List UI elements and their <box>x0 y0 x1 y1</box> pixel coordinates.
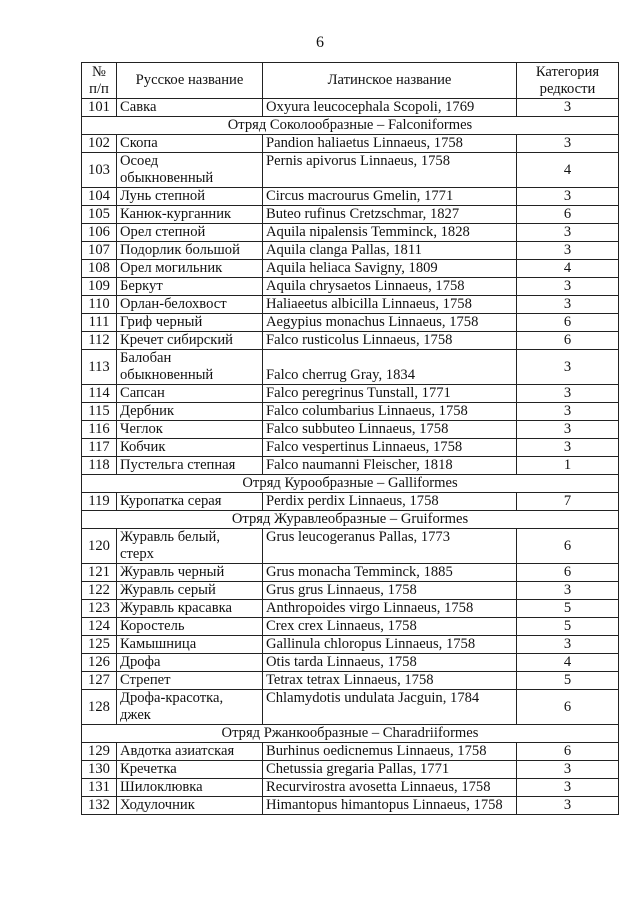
latin-name: Aquila nipalensis Temminck, 1828 <box>263 224 517 242</box>
latin-name: Falco naumanni Fleischer, 1818 <box>263 457 517 475</box>
species-row <box>82 582 619 600</box>
russian-name: Куропатка серая <box>120 493 222 509</box>
species-number: 130 <box>82 761 117 779</box>
species-number: 121 <box>82 564 117 582</box>
rarity-category: 1 <box>517 457 619 475</box>
species-number: 113 <box>82 350 117 385</box>
species-number: 111 <box>82 314 117 332</box>
russian-name: Камышница <box>120 636 197 652</box>
species-row <box>82 296 619 314</box>
rarity-category: 3 <box>517 779 619 797</box>
latin-name: Grus monacha Temminck, 1885 <box>263 564 517 582</box>
rarity-category: 3 <box>517 421 619 439</box>
russian-name: Журавль белый, <box>120 529 220 545</box>
latin-name: Chlamydotis undulata Jacguin, 1784 <box>263 690 517 725</box>
russian-name-cell <box>117 457 263 475</box>
species-number: 103 <box>82 153 117 188</box>
header-row <box>82 63 619 99</box>
latin-name: Burhinus oedicnemus Linnaeus, 1758 <box>263 743 517 761</box>
rarity-category: 3 <box>517 242 619 260</box>
species-number: 102 <box>82 135 117 153</box>
order-title: Отряд Ржанкообразные – Charadriiformes <box>82 725 619 743</box>
species-number: 106 <box>82 224 117 242</box>
russian-name-cell <box>117 421 263 439</box>
russian-name-cell <box>117 153 263 188</box>
header-category-line1: Категория <box>535 63 600 80</box>
latin-name: Anthropoides virgo Linnaeus, 1758 <box>263 600 517 618</box>
species-row <box>82 278 619 296</box>
species-row <box>82 564 619 582</box>
russian-name-cell <box>117 135 263 153</box>
rarity-category: 3 <box>517 582 619 600</box>
species-number: 114 <box>82 385 117 403</box>
species-number: 112 <box>82 332 117 350</box>
species-number: 128 <box>82 690 117 725</box>
rarity-category: 3 <box>517 188 619 206</box>
russian-name: Савка <box>120 99 157 115</box>
species-number: 131 <box>82 779 117 797</box>
latin-name: Crex crex Linnaeus, 1758 <box>263 618 517 636</box>
header-rarity-category <box>517 63 619 99</box>
russian-name: Кречетка <box>120 761 177 777</box>
species-row <box>82 690 619 725</box>
rarity-category: 3 <box>517 403 619 421</box>
rarity-category: 4 <box>517 153 619 188</box>
russian-name-cell <box>117 206 263 224</box>
species-row <box>82 439 619 457</box>
order-row <box>82 725 619 743</box>
russian-name-cell <box>117 260 263 278</box>
latin-name: Buteo rufinus Cretzschmar, 1827 <box>263 206 517 224</box>
species-row <box>82 135 619 153</box>
russian-name-cell <box>117 761 263 779</box>
species-number: 107 <box>82 242 117 260</box>
rarity-category: 3 <box>517 296 619 314</box>
table-body <box>82 99 619 815</box>
russian-name: Дрофа-красотка, <box>120 690 224 706</box>
rarity-category: 6 <box>517 564 619 582</box>
russian-name-cell <box>117 600 263 618</box>
rarity-category: 6 <box>517 206 619 224</box>
russian-name-cell <box>117 582 263 600</box>
russian-name: Скопа <box>120 135 158 151</box>
latin-name: Circus macrourus Gmelin, 1771 <box>263 188 517 206</box>
russian-name: Журавль красавка <box>120 600 232 616</box>
species-row <box>82 332 619 350</box>
species-row <box>82 421 619 439</box>
rarity-category: 6 <box>517 690 619 725</box>
header-number-line2: п/п <box>89 80 109 97</box>
russian-name: Сапсан <box>120 385 165 401</box>
species-row <box>82 600 619 618</box>
latin-name: Aegypius monachus Linnaeus, 1758 <box>263 314 517 332</box>
species-row <box>82 188 619 206</box>
russian-name: Дрофа <box>120 654 161 670</box>
russian-name-cell <box>117 403 263 421</box>
species-row <box>82 761 619 779</box>
russian-name-cell <box>117 797 263 815</box>
species-number: 127 <box>82 672 117 690</box>
russian-name: Авдотка азиатская <box>120 743 235 759</box>
russian-name-cell <box>117 332 263 350</box>
latin-name: Grus grus Linnaeus, 1758 <box>263 582 517 600</box>
russian-name-cell <box>117 439 263 457</box>
rarity-category: 6 <box>517 529 619 564</box>
species-row <box>82 314 619 332</box>
species-number: 123 <box>82 600 117 618</box>
species-row <box>82 457 619 475</box>
latin-name: Haliaeetus albicilla Linnaeus, 1758 <box>263 296 517 314</box>
species-row <box>82 242 619 260</box>
russian-name: Пустельга степная <box>120 457 236 473</box>
latin-name: Aquila heliaca Savigny, 1809 <box>263 260 517 278</box>
latin-name: Himantopus himantopus Linnaeus, 1758 <box>263 797 517 815</box>
species-number: 126 <box>82 654 117 672</box>
rarity-category: 7 <box>517 493 619 511</box>
species-number: 109 <box>82 278 117 296</box>
russian-name: Канюк-курганник <box>120 206 232 222</box>
russian-name: Орел степной <box>120 224 206 240</box>
species-number: 124 <box>82 618 117 636</box>
russian-name: обыкновенный <box>120 367 214 383</box>
latin-name: Falco rusticolus Linnaeus, 1758 <box>263 332 517 350</box>
russian-name-cell <box>117 188 263 206</box>
russian-name-cell <box>117 779 263 797</box>
rarity-category: 3 <box>517 278 619 296</box>
species-number: 129 <box>82 743 117 761</box>
species-number: 104 <box>82 188 117 206</box>
latin-name: Falco subbuteo Linnaeus, 1758 <box>263 421 517 439</box>
latin-name: Falco vespertinus Linnaeus, 1758 <box>263 439 517 457</box>
rarity-category: 3 <box>517 761 619 779</box>
species-row <box>82 618 619 636</box>
russian-name: Кречет сибирский <box>120 332 233 348</box>
russian-name-cell <box>117 350 263 385</box>
russian-name-cell <box>117 654 263 672</box>
rarity-category: 6 <box>517 314 619 332</box>
russian-name: Балобан <box>120 350 172 366</box>
russian-name-cell <box>117 690 263 725</box>
species-table <box>81 62 619 815</box>
russian-name: Ходулочник <box>120 797 195 813</box>
russian-name-cell <box>117 242 263 260</box>
russian-name: Орел могильник <box>120 260 223 276</box>
latin-name: Chetussia gregaria Pallas, 1771 <box>263 761 517 779</box>
header-category-line2: редкости <box>539 80 596 97</box>
latin-name: Pandion haliaetus Linnaeus, 1758 <box>263 135 517 153</box>
russian-name: Гриф черный <box>120 314 203 330</box>
russian-name-cell <box>117 636 263 654</box>
rarity-category: 3 <box>517 99 619 117</box>
species-number: 105 <box>82 206 117 224</box>
order-row <box>82 511 619 529</box>
latin-name: Gallinula chloropus Linnaeus, 1758 <box>263 636 517 654</box>
latin-name: Otis tarda Linnaeus, 1758 <box>263 654 517 672</box>
rarity-category: 3 <box>517 135 619 153</box>
order-title: Отряд Журавлеобразные – Gruiformes <box>82 511 619 529</box>
species-number: 117 <box>82 439 117 457</box>
latin-name: Grus leucogeranus Pallas, 1773 <box>263 529 517 564</box>
header-russian-name: Русское название <box>117 63 263 99</box>
latin-name: Pernis apivorus Linnaeus, 1758 <box>263 153 517 188</box>
russian-name-cell <box>117 278 263 296</box>
russian-name-cell <box>117 493 263 511</box>
rarity-category: 5 <box>517 600 619 618</box>
page-number: 6 <box>316 34 324 51</box>
russian-name-cell <box>117 564 263 582</box>
order-title: Отряд Курообразные – Galliformes <box>82 475 619 493</box>
rarity-category: 5 <box>517 672 619 690</box>
russian-name-cell <box>117 314 263 332</box>
latin-name: Perdix perdix Linnaeus, 1758 <box>263 493 517 511</box>
russian-name: Подорлик большой <box>120 242 240 258</box>
species-number: 108 <box>82 260 117 278</box>
russian-name: Коростель <box>120 618 185 634</box>
latin-name: Falco columbarius Linnaeus, 1758 <box>263 403 517 421</box>
russian-name: Орлан-белохвост <box>120 296 227 312</box>
latin-name: Aquila chrysaetos Linnaeus, 1758 <box>263 278 517 296</box>
russian-name: Журавль черный <box>120 564 225 580</box>
rarity-category: 3 <box>517 385 619 403</box>
rarity-category: 6 <box>517 332 619 350</box>
order-row <box>82 475 619 493</box>
latin-name: Falco peregrinus Tunstall, 1771 <box>263 385 517 403</box>
russian-name-cell <box>117 99 263 117</box>
header-number-line1: № <box>92 63 106 80</box>
latin-name: Recurvirostra avosetta Linnaeus, 1758 <box>263 779 517 797</box>
russian-name: Беркут <box>120 278 163 294</box>
russian-name-cell <box>117 224 263 242</box>
species-row <box>82 99 619 117</box>
order-title: Отряд Соколообразные – Falconiformes <box>82 117 619 135</box>
species-number: 115 <box>82 403 117 421</box>
species-number: 116 <box>82 421 117 439</box>
order-row <box>82 117 619 135</box>
russian-name: Стрепет <box>120 672 171 688</box>
latin-name: Tetrax tetrax Linnaeus, 1758 <box>263 672 517 690</box>
species-number: 132 <box>82 797 117 815</box>
species-number: 122 <box>82 582 117 600</box>
rarity-category: 3 <box>517 224 619 242</box>
species-row <box>82 654 619 672</box>
header-latin-name: Латинское название <box>263 63 517 99</box>
rarity-category: 3 <box>517 350 619 385</box>
species-number: 125 <box>82 636 117 654</box>
species-row <box>82 153 619 188</box>
russian-name: джек <box>120 707 151 723</box>
russian-name: Кобчик <box>120 439 166 455</box>
russian-name-cell <box>117 743 263 761</box>
russian-name: Лунь степной <box>120 188 206 204</box>
latin-name: Aquila clanga Pallas, 1811 <box>263 242 517 260</box>
species-row <box>82 779 619 797</box>
species-row <box>82 797 619 815</box>
species-number: 101 <box>82 99 117 117</box>
rarity-category: 3 <box>517 439 619 457</box>
species-row <box>82 672 619 690</box>
russian-name: Дербник <box>120 403 175 419</box>
rarity-category: 4 <box>517 654 619 672</box>
species-number: 120 <box>82 529 117 564</box>
species-row <box>82 743 619 761</box>
latin-name: Oxyura leucocephala Scopoli, 1769 <box>263 99 517 117</box>
russian-name-cell <box>117 296 263 314</box>
rarity-category: 3 <box>517 636 619 654</box>
russian-name-cell <box>117 618 263 636</box>
species-row <box>82 493 619 511</box>
rarity-category: 4 <box>517 260 619 278</box>
russian-name-cell <box>117 385 263 403</box>
header-number <box>82 63 117 99</box>
russian-name: Шилоклювка <box>120 779 203 795</box>
species-row <box>82 260 619 278</box>
species-row <box>82 385 619 403</box>
rarity-category: 3 <box>517 797 619 815</box>
species-row <box>82 224 619 242</box>
species-number: 119 <box>82 493 117 511</box>
species-row <box>82 350 619 385</box>
russian-name: Осоед <box>120 153 159 169</box>
rarity-category: 6 <box>517 743 619 761</box>
rarity-category: 5 <box>517 618 619 636</box>
russian-name: стерх <box>120 546 154 562</box>
species-row <box>82 529 619 564</box>
russian-name: обыкновенный <box>120 170 214 186</box>
species-number: 110 <box>82 296 117 314</box>
latin-name: Falco cherrug Gray, 1834 <box>263 350 517 385</box>
species-number: 118 <box>82 457 117 475</box>
russian-name-cell <box>117 529 263 564</box>
russian-name: Журавль серый <box>120 582 216 598</box>
species-row <box>82 403 619 421</box>
species-row <box>82 206 619 224</box>
russian-name-cell <box>117 672 263 690</box>
species-row <box>82 636 619 654</box>
russian-name: Чеглок <box>120 421 163 437</box>
